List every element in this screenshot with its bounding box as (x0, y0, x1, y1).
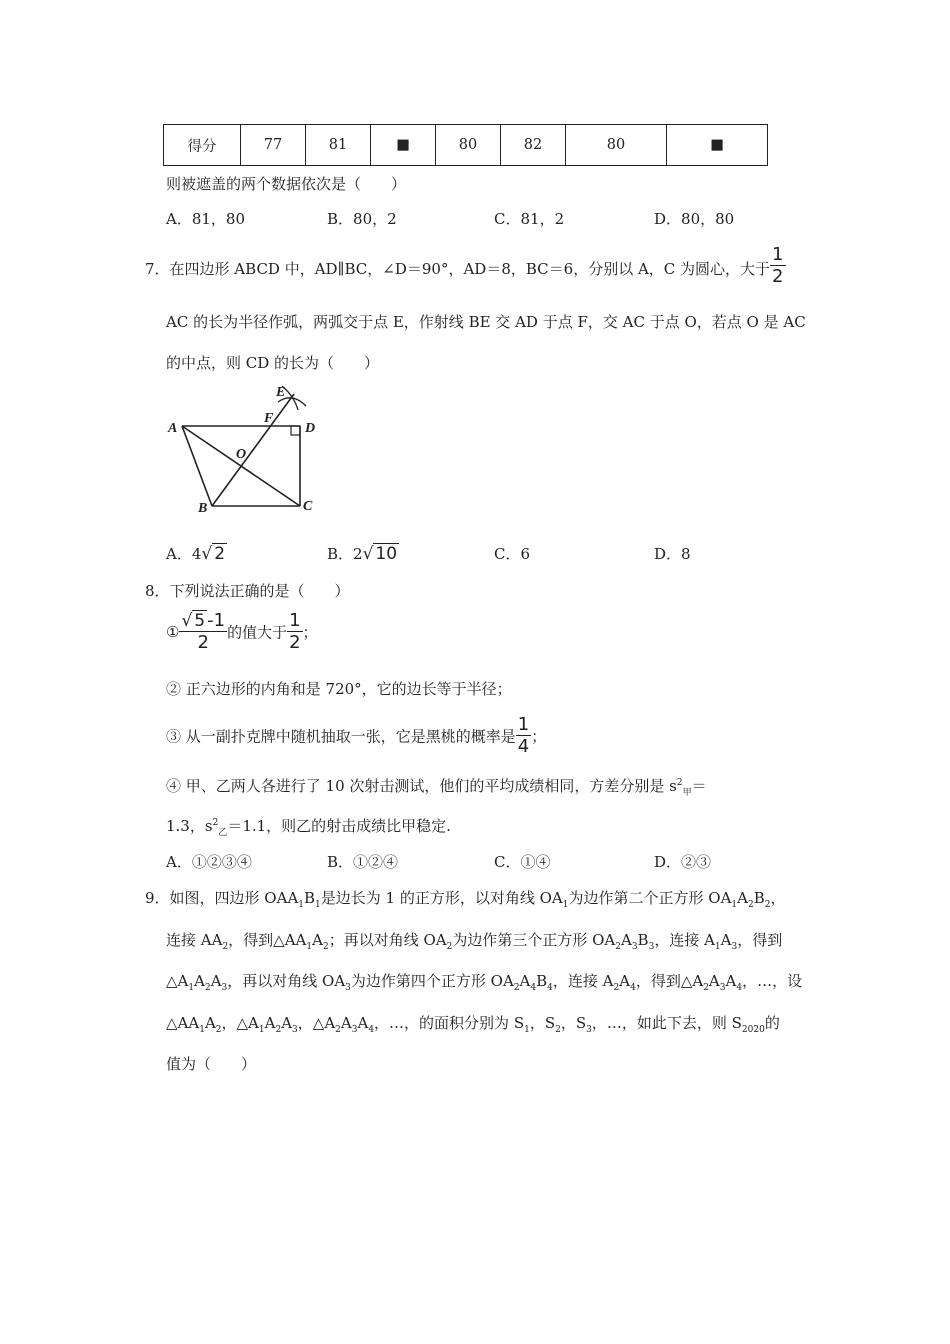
num-rest: -1 (207, 610, 226, 631)
text-segment: 为边作第二个正方形 OA (568, 889, 732, 907)
sup: 2 (212, 818, 219, 828)
text-segment: 2 (764, 900, 771, 910)
text-segment: 是边长为 1 的正方形，以对角线 OA (320, 889, 563, 907)
frac-num (179, 612, 227, 632)
frac-den: 2 (289, 632, 301, 653)
radicand: 5 (194, 611, 206, 631)
text-segment: ，得到 (737, 931, 783, 949)
text: ＝ (691, 777, 707, 795)
sub: 甲 (682, 788, 692, 798)
q8-option-a: A．①②③④ (166, 853, 252, 871)
text-segment: ，连接 A (654, 931, 715, 949)
text: ③ 从一副扑克牌中随机抽取一张，它是黑桃的概率是 (166, 727, 516, 746)
text-segment: ，…，如此下去，则 S (591, 1014, 742, 1032)
text-segment: 1 (714, 942, 721, 952)
label-o: O (236, 447, 247, 462)
right-angle-mark (291, 426, 300, 435)
table-cell-masked: ■ (371, 125, 436, 166)
frac-den: 2 (197, 632, 209, 653)
table-cell: 80 (436, 125, 501, 166)
q7-line1 (145, 244, 786, 287)
table-cell: 81 (306, 125, 371, 166)
q6-option-a: A．81，80 (166, 210, 246, 228)
text-segment: A (194, 972, 205, 990)
q7-text: 7．在四边形 ABCD 中，AD∥BC，∠D＝90°，AD＝8，BC＝6，分别以 A，C 为圆心，大于 (145, 260, 771, 278)
text-segment: 2 (513, 983, 520, 993)
text-segment: ，得到△A (635, 972, 704, 990)
mark: ① (166, 623, 180, 641)
q7-fraction (770, 246, 785, 286)
text-segment: 1 (199, 1025, 205, 1035)
q7-option-b (327, 543, 399, 564)
text-segment: 1 (298, 900, 305, 910)
frac-den: 4 (517, 736, 530, 757)
radicand: 2 (214, 544, 226, 564)
sub: 乙 (218, 828, 228, 838)
text-segment: 4 (547, 983, 553, 993)
radicand: 10 (375, 544, 398, 564)
text-segment: ， (770, 889, 786, 907)
table-cell: 82 (501, 125, 566, 166)
sqrt: √ 5 (181, 611, 206, 631)
text-segment: 3 (648, 942, 655, 952)
text-segment: 为边作第三个正方形 OA (452, 931, 616, 949)
text-segment: 2 (747, 900, 754, 910)
text-segment: B (304, 889, 316, 907)
text-segment: 连接 AA (166, 931, 223, 949)
label-c: C (303, 499, 313, 514)
text-segment: 2 (703, 983, 709, 993)
text-segment: A (720, 931, 732, 949)
q8-statement-2: ② 正六边形的内角和是 720°，它的边长等于半径； (166, 680, 512, 698)
q7-option-d: D．8 (654, 545, 691, 563)
q7-option-c: C．6 (494, 545, 531, 563)
q9-line2 (166, 929, 782, 952)
score-table (163, 124, 768, 166)
text-segment: A (340, 1014, 352, 1032)
frac-num: 1 (517, 714, 530, 735)
text-segment: 3 (221, 983, 228, 993)
q7-option-a (166, 543, 227, 564)
q8-statement-4-line2 (166, 815, 451, 838)
text-segment: ，…，的面积分别为 S (374, 1014, 525, 1032)
frac-num: 1 (772, 244, 784, 265)
text-segment: 3 (292, 1025, 298, 1035)
text-segment: 3 (731, 942, 738, 952)
text-segment: 2 (555, 1025, 561, 1035)
text-segment: 4 (368, 1025, 375, 1035)
text-segment: A (708, 972, 720, 990)
text-segment: 3 (586, 1025, 592, 1035)
text-segment: 4 (736, 983, 743, 993)
text-segment: 4 (530, 983, 537, 993)
text-segment: 为边作第四个正方形 OA (350, 972, 514, 990)
text-segment: A (357, 1014, 369, 1032)
text-segment: A (519, 972, 531, 990)
text-segment: 2 (322, 942, 329, 952)
text-segment: 4 (630, 983, 636, 993)
text: ； (302, 623, 318, 642)
table-cell: 80 (566, 125, 667, 166)
label-f: F (264, 411, 274, 426)
text-segment: ，…，设 (742, 972, 803, 990)
option-text: B．2 (327, 545, 363, 563)
text-segment: A (210, 972, 222, 990)
side-ab (182, 426, 212, 506)
text-segment: 1 (562, 900, 569, 910)
q9-line4 (166, 1012, 780, 1035)
fraction (287, 612, 302, 652)
text-segment: A (620, 931, 632, 949)
q9-line1 (145, 887, 786, 910)
q8-option-d: D．②③ (654, 853, 712, 871)
table-cell: 得分 (164, 125, 241, 166)
text-segment: ，S (529, 1014, 556, 1032)
sqrt: √ 10 (362, 544, 398, 564)
text-segment: 1 (731, 900, 738, 910)
text-segment: B (753, 889, 765, 907)
option-text: A．4 (166, 545, 202, 563)
text-segment: 1 (315, 900, 321, 910)
q7-line2: AC 的长为半径作弧，两弧交于点 E，作射线 BE 交 AD 于点 F，交 AC 于点 O，若点 O 是 AC (166, 313, 806, 331)
text: ＝1.1，则乙的射击成绩比甲稳定. (227, 817, 451, 835)
text-segment: A (264, 1014, 276, 1032)
text-segment: ，再以对角线 OA (227, 972, 346, 990)
text-segment: 2 (222, 942, 229, 952)
text: 1.3，s (166, 817, 213, 835)
text-segment: 1 (306, 942, 313, 952)
text-segment: 2 (215, 1025, 222, 1035)
text-segment: 2 (204, 983, 211, 993)
sqrt: √ 2 (201, 544, 226, 564)
q6-prompt: 则被遮盖的两个数据依次是（ ） (166, 175, 407, 193)
label-b: B (198, 501, 208, 516)
text-segment: 1 (258, 1025, 265, 1035)
q7-figure (160, 380, 360, 520)
table-cell-masked: ■ (667, 125, 768, 166)
sup: 2 (676, 778, 683, 788)
text-segment: A (204, 1014, 216, 1032)
text-segment: 9．如图，四边形 OAA (145, 889, 299, 907)
table-row (164, 125, 768, 166)
text-segment: 2 (335, 1025, 341, 1035)
q6-option-d: D．80，80 (654, 210, 735, 228)
q8-statement-4-line1 (166, 775, 707, 798)
text-segment: 3 (351, 1025, 358, 1035)
text-segment: ；再以对角线 OA (328, 931, 447, 949)
ray-be (212, 394, 294, 506)
q8-option-c: C．①④ (494, 853, 551, 871)
text-segment: △A (166, 972, 189, 990)
text-segment: 1 (524, 1025, 530, 1035)
frac-num: 1 (289, 610, 301, 631)
text: ④ 甲、乙两人各进行了 10 次射击测试，他们的平均成绩相同，方差分别是 s (166, 777, 677, 795)
text-segment: 3 (345, 983, 351, 993)
fraction (516, 716, 531, 756)
q8-title: 8．下列说法正确的是（ ） (145, 582, 350, 600)
q6-option-b: B．80，2 (327, 210, 397, 228)
text-segment: 1 (188, 983, 195, 993)
text-segment: 2 (613, 983, 620, 993)
label-a: A (168, 421, 178, 436)
label-e: E (276, 385, 286, 400)
text-segment: A (737, 889, 748, 907)
q8-option-b: B．①②④ (327, 853, 399, 871)
q9-line5: 值为（ ） (166, 1055, 257, 1073)
text-segment: B (637, 931, 649, 949)
text: 的值大于 (227, 623, 288, 642)
text-segment: A (619, 972, 631, 990)
text-segment: 2 (275, 1025, 282, 1035)
text-segment: ，△A (297, 1014, 336, 1032)
text-segment: △AA (166, 1014, 200, 1032)
q9-line3 (166, 970, 802, 993)
q8-statement-3 (166, 716, 546, 756)
text-segment: 2 (446, 942, 453, 952)
q6-option-c: C．81，2 (494, 210, 565, 228)
text-segment: ，连接 A (552, 972, 614, 990)
fraction (179, 612, 227, 652)
q7-line3: 的中点，则 CD 的长为（ ） (166, 354, 380, 372)
text-segment: 2 (615, 942, 621, 952)
text-segment: 3 (631, 942, 638, 952)
text-segment: A (281, 1014, 293, 1032)
text: ； (531, 727, 547, 746)
text-segment: A (725, 972, 737, 990)
text-segment: 的 (764, 1014, 780, 1032)
text-segment: ，△A (221, 1014, 259, 1032)
text-segment: B (536, 972, 548, 990)
text-segment: 3 (719, 983, 726, 993)
label-d: D (305, 421, 316, 436)
text-segment: ，得到△AA (228, 931, 307, 949)
table-cell: 77 (241, 125, 306, 166)
frac-den: 2 (772, 266, 784, 287)
q8-statement-1 (166, 612, 318, 652)
text-segment: ，S (560, 1014, 587, 1032)
text-segment: 2020 (741, 1025, 765, 1035)
text-segment: A (312, 931, 323, 949)
